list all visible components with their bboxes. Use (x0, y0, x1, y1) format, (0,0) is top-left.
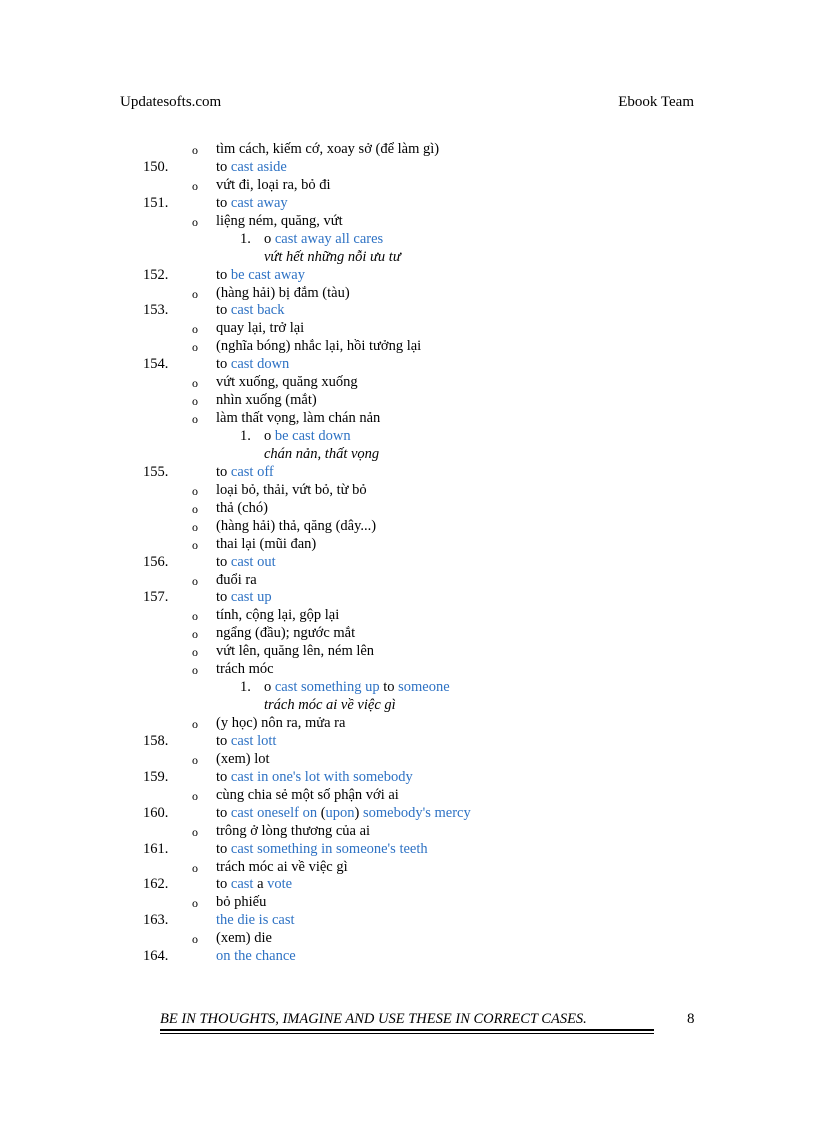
line-text (216, 733, 276, 751)
example-number: 1. (240, 230, 251, 247)
plain-text: (hàng hải) thả, qăng (dây...) (216, 517, 377, 534)
bullet-icon: o (192, 717, 198, 731)
entry-headword-line (0, 302, 816, 320)
bullet-icon: o (192, 322, 198, 337)
plain-text: to (216, 840, 231, 857)
bullet-icon: o (192, 412, 198, 427)
entry-number: 157. (143, 589, 169, 606)
plain-text: to (379, 679, 399, 696)
definition-line (0, 607, 816, 625)
entry-headword-line (0, 948, 816, 966)
entry-headword-line (0, 554, 816, 572)
definition-line (0, 930, 816, 948)
phrase-link-text: cast something up (274, 679, 380, 696)
line-text (216, 948, 296, 966)
plain-text: to (216, 553, 231, 570)
plain-text: tính, cộng lại, gộp lại (216, 607, 340, 624)
entry-headword-line (0, 912, 816, 930)
definition-line (0, 643, 816, 661)
bullet-icon: o (192, 860, 198, 875)
phrase-link-text: cast (230, 876, 254, 893)
plain-text: ngẩng (đầu); ngước mắt (216, 625, 356, 642)
footer-rule-thin (160, 1033, 654, 1034)
bullet-icon: o (192, 501, 198, 516)
plain-text: trách móc ai về việc gì (264, 697, 396, 714)
line-text (264, 697, 396, 715)
line-text (264, 446, 379, 464)
line-text (216, 374, 358, 392)
line-text (216, 392, 317, 410)
bullet-icon: o (192, 214, 198, 229)
bullet-icon: o (192, 609, 198, 624)
line-text (216, 661, 274, 679)
example-line (0, 428, 816, 446)
line-text (216, 356, 289, 374)
plain-text: to (216, 589, 231, 606)
line-text (216, 823, 370, 841)
entry-headword-line (0, 733, 816, 751)
line-text (216, 285, 350, 303)
line-text (216, 213, 343, 231)
line-text (216, 536, 316, 554)
header-team-name: Ebook Team (618, 94, 694, 110)
phrase-link-text: cast out (230, 553, 276, 570)
line-text (216, 715, 345, 733)
bullet-icon: o (192, 788, 198, 803)
plain-text: bỏ phiếu (216, 894, 267, 911)
phrase-link-text: upon (325, 804, 355, 821)
plain-text: cùng chia sẻ một số phận với ai (216, 786, 399, 803)
entry-number: 158. (143, 732, 169, 749)
phrase-link-text: cast back (230, 302, 285, 319)
line-text (216, 302, 284, 320)
definition-line (0, 500, 816, 518)
phrase-link-text: on the chance (216, 948, 296, 965)
entry-number: 163. (143, 912, 169, 929)
plain-text: loại bỏ, thải, vứt bỏ, từ bỏ (216, 481, 367, 498)
definition-line (0, 177, 816, 195)
phrase-link-text: cast up (230, 589, 272, 606)
plain-text: to (216, 302, 231, 319)
definition-line (0, 285, 816, 303)
line-text (216, 625, 355, 643)
entry-number: 161. (143, 840, 169, 857)
line-text (216, 159, 287, 177)
definition-line (0, 392, 816, 410)
plain-text: vứt xuống, quăng xuống (216, 374, 358, 391)
bullet-icon: o (192, 573, 198, 588)
line-text (216, 643, 374, 661)
definition-line (0, 859, 816, 877)
phrase-link-text: cast oneself on (230, 804, 318, 821)
plain-text: trách móc (216, 661, 274, 678)
definition-line (0, 715, 816, 733)
plain-text: ( (317, 804, 326, 821)
line-text (264, 428, 351, 446)
definition-line (0, 213, 816, 231)
line-text (216, 338, 421, 356)
bullet-icon: o (192, 752, 198, 767)
definition-line (0, 338, 816, 356)
line-text (216, 572, 257, 590)
plain-text: thả (chó) (216, 499, 268, 516)
entry-headword-line (0, 589, 816, 607)
example-line (0, 679, 816, 697)
line-text (216, 267, 305, 285)
plain-text: đuổi ra (216, 571, 257, 588)
plain-text: trông ở lòng thương của ai (216, 822, 371, 839)
phrase-link-text: cast off (230, 463, 274, 480)
plain-text: to (216, 158, 231, 175)
plain-text: vứt hết những nỗi ưu tư (264, 248, 401, 265)
plain-text: o (264, 679, 275, 696)
plain-text: a (253, 876, 268, 893)
line-text (216, 410, 380, 428)
entry-number: 154. (143, 356, 169, 373)
plain-text: to (216, 266, 231, 283)
definition-line (0, 751, 816, 769)
bullet-icon: o (192, 483, 198, 498)
definition-line (0, 661, 816, 679)
entry-headword-line (0, 769, 816, 787)
example-translation-line (0, 446, 816, 464)
definition-line (0, 787, 816, 805)
line-text (216, 769, 413, 787)
entry-number: 151. (143, 194, 169, 211)
definition-line (0, 374, 816, 392)
entry-number: 156. (143, 553, 169, 570)
line-text (216, 805, 471, 823)
example-number: 1. (240, 428, 251, 444)
definition-line (0, 410, 816, 428)
plain-text: (y học) nôn ra, mửa ra (216, 715, 346, 731)
example-translation-line (0, 697, 816, 715)
plain-text: trách móc ai về việc gì (216, 858, 348, 875)
phrase-link-text: the die is cast (216, 912, 295, 929)
line-text (216, 607, 339, 625)
plain-text: làm thất vọng, làm chán nản (216, 410, 381, 427)
example-translation-line (0, 249, 816, 267)
plain-text: ) (354, 804, 364, 821)
plain-text: to (216, 194, 231, 211)
phrase-link-text: cast something in someone's teeth (230, 840, 428, 857)
line-text (216, 787, 399, 805)
phrase-link-text: somebody's mercy (363, 804, 471, 821)
line-text (216, 912, 295, 930)
phrase-link-text: cast aside (230, 158, 287, 175)
header-site-name: Updatesofts.com (120, 94, 222, 110)
bullet-icon: o (192, 376, 198, 391)
entry-number: 152. (143, 266, 169, 283)
page-number: 8 (687, 1011, 695, 1027)
plain-text: quay lại, trở lại (216, 320, 305, 337)
footer-rule-thick (160, 1029, 654, 1031)
plain-text: chán nản, thất vọng (264, 445, 380, 462)
plain-text: (nghĩa bóng) nhắc lại, hồi tưởng lại (216, 338, 422, 355)
line-text (264, 249, 401, 267)
bullet-icon: o (192, 896, 198, 911)
phrase-link-text: cast away all cares (274, 230, 384, 247)
phrase-link-text: cast down (230, 356, 290, 373)
footer-slogan: BE IN THOUGHTS, IMAGINE AND USE THESE IN CORRECT CASES. (160, 1011, 587, 1027)
line-text (264, 679, 450, 697)
line-text (216, 894, 266, 912)
line-text (216, 751, 270, 769)
bullet-icon: o (192, 394, 198, 409)
line-text (216, 876, 292, 894)
definition-line (0, 572, 816, 590)
plain-text: tìm cách, kiếm cớ, xoay sở (để làm gì) (216, 141, 440, 157)
plain-text: (xem) die (216, 930, 272, 947)
bullet-icon: o (192, 143, 198, 157)
entry-number: 150. (143, 158, 169, 175)
plain-text: (xem) lot (216, 750, 270, 767)
dictionary-entries (0, 141, 816, 966)
definition-line (0, 536, 816, 554)
phrase-link-text: be cast down (274, 428, 351, 444)
phrase-link-text: cast away (230, 194, 288, 211)
plain-text: to (216, 356, 231, 373)
plain-text: to (216, 768, 231, 785)
line-text (216, 177, 331, 195)
line-text (216, 500, 268, 518)
bullet-icon: o (192, 519, 198, 534)
bullet-icon: o (192, 824, 198, 839)
bullet-icon: o (192, 932, 198, 947)
line-text (216, 930, 272, 948)
phrase-link-text: cast in one's lot with somebody (230, 768, 413, 785)
entry-number: 162. (143, 876, 169, 893)
line-text (216, 464, 274, 482)
entry-number: 155. (143, 463, 169, 480)
plain-text: o (264, 230, 275, 247)
definition-line (0, 141, 816, 159)
plain-text: to (216, 463, 231, 480)
definition-line (0, 320, 816, 338)
entry-headword-line (0, 195, 816, 213)
line-text (216, 554, 276, 572)
phrase-link-text: be cast away (230, 266, 305, 283)
plain-text: thai lại (mũi đan) (216, 535, 317, 552)
entry-headword-line (0, 841, 816, 859)
entry-number: 160. (143, 804, 169, 821)
entry-headword-line (0, 159, 816, 177)
entry-headword-line (0, 356, 816, 374)
definition-line (0, 482, 816, 500)
line-text (216, 589, 272, 607)
bullet-icon: o (192, 286, 198, 301)
entry-number: 159. (143, 768, 169, 785)
line-text (216, 841, 428, 859)
plain-text: vứt đi, loại ra, bỏ đi (216, 176, 331, 193)
line-text (264, 231, 383, 249)
entry-number: 164. (143, 948, 169, 965)
definition-line (0, 518, 816, 536)
bullet-icon: o (192, 340, 198, 355)
entry-number: 153. (143, 302, 169, 319)
phrase-link-text: someone (398, 679, 450, 696)
plain-text: nhìn xuống (mắt) (216, 392, 317, 409)
plain-text: vứt lên, quăng lên, ném lên (216, 643, 375, 660)
definition-line (0, 823, 816, 841)
plain-text: to (216, 804, 231, 821)
phrase-link-text: cast lott (230, 732, 277, 749)
line-text (216, 320, 304, 338)
line-text (216, 518, 376, 536)
line-text (216, 859, 348, 877)
bullet-icon: o (192, 178, 198, 193)
definition-line (0, 894, 816, 912)
plain-text: to (216, 876, 231, 893)
entry-headword-line (0, 805, 816, 823)
entry-headword-line (0, 267, 816, 285)
example-number: 1. (240, 679, 251, 696)
bullet-icon: o (192, 627, 198, 642)
line-text (216, 141, 439, 159)
plain-text: liệng ném, quăng, vứt (216, 212, 343, 229)
line-text (216, 482, 367, 500)
bullet-icon: o (192, 537, 198, 552)
example-line (0, 231, 816, 249)
plain-text: (hàng hải) bị đắm (tàu) (216, 284, 350, 301)
definition-line (0, 625, 816, 643)
entry-headword-line (0, 464, 816, 482)
plain-text: o (264, 428, 275, 444)
line-text (216, 195, 288, 213)
plain-text: to (216, 732, 231, 749)
bullet-icon: o (192, 645, 198, 660)
bullet-icon: o (192, 663, 198, 678)
phrase-link-text: vote (267, 876, 293, 893)
entry-headword-line (0, 876, 816, 894)
